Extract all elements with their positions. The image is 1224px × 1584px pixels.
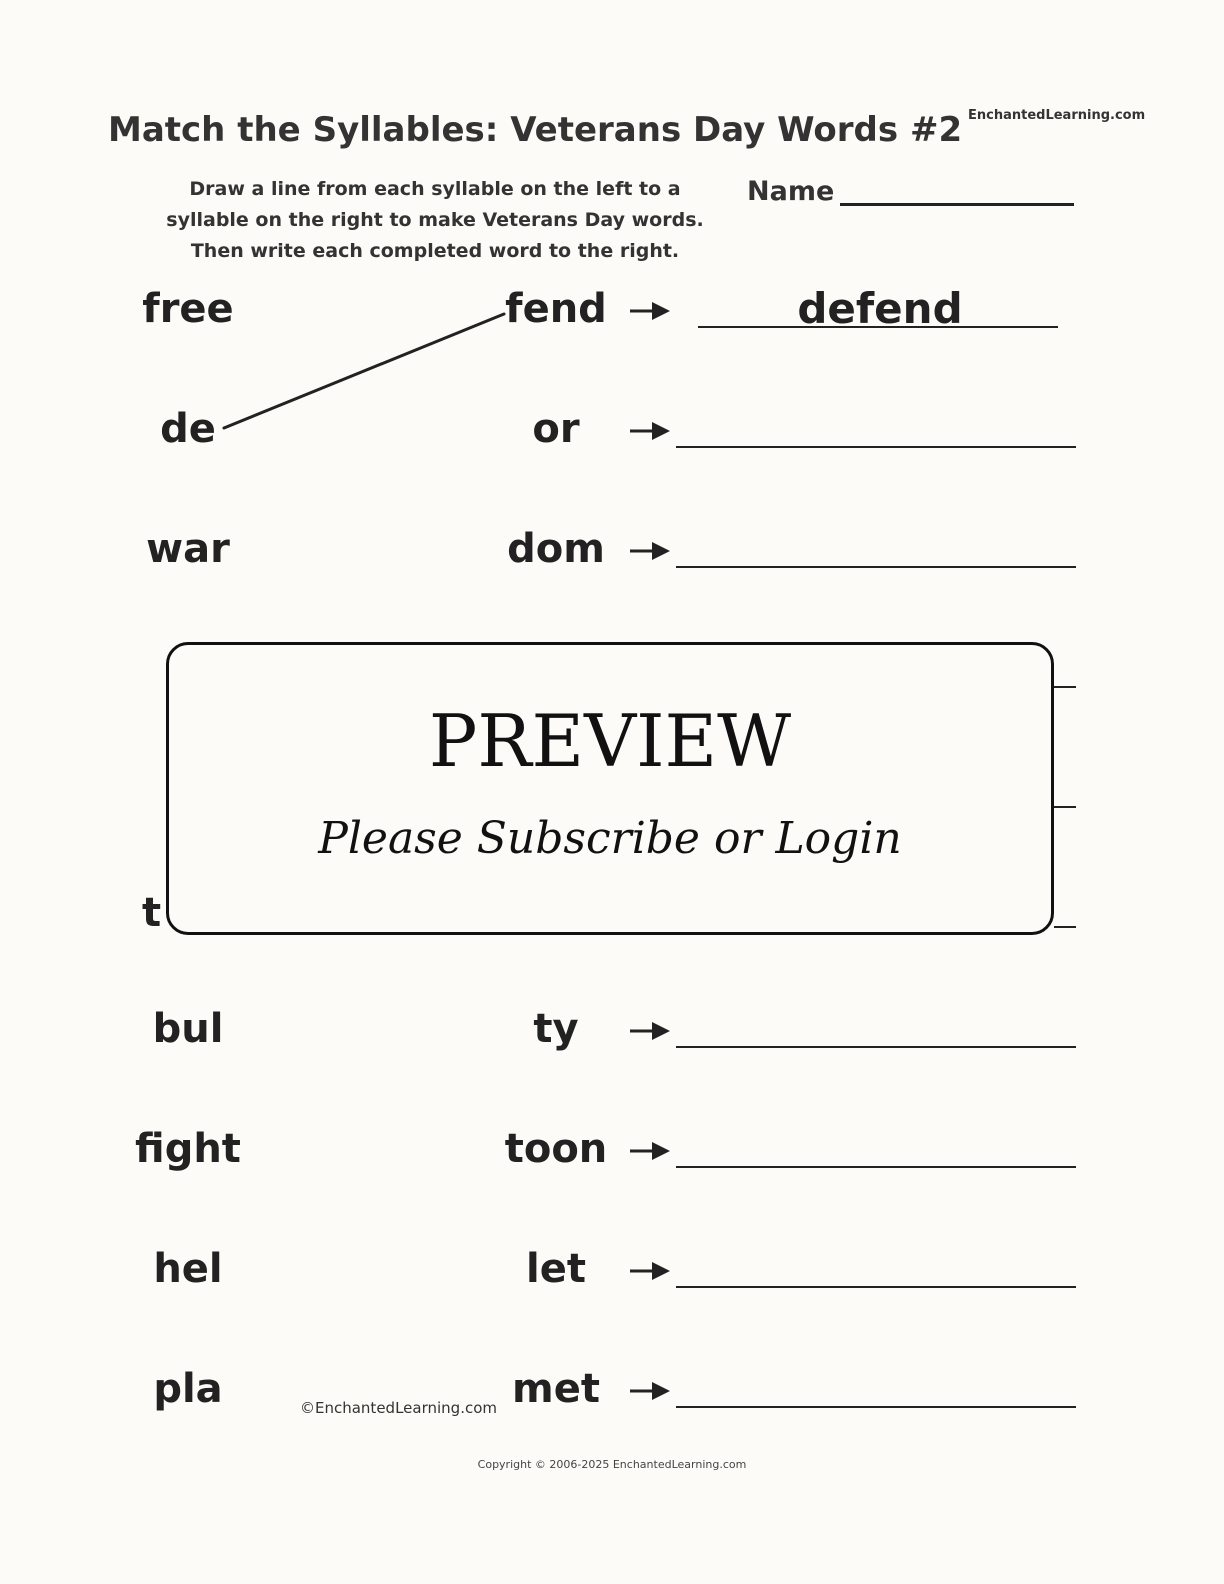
worksheet-watermark: ©EnchantedLearning.com (300, 1399, 497, 1417)
arrow-icon (628, 420, 672, 442)
right-syllable-3: dom (507, 526, 605, 572)
hidden-syllable-fragment: t (142, 890, 162, 936)
arrow-icon (628, 300, 672, 322)
arrow-icon (628, 540, 672, 562)
instructions-line-2: syllable on the right to make Veterans Day words. (166, 209, 704, 231)
arrow-icon (628, 1140, 672, 1162)
answer-line-4[interactable] (676, 1046, 1076, 1048)
left-syllable-1: free (142, 286, 234, 332)
hidden-answer-line-stub (1054, 806, 1076, 808)
answer-line-3[interactable] (676, 566, 1076, 568)
page-title: Match the Syllables: Veterans Day Words #2 (108, 110, 963, 150)
hidden-answer-line-stub (1054, 926, 1076, 928)
right-syllable-1: fend (505, 286, 607, 332)
answer-line-6[interactable] (676, 1286, 1076, 1288)
hidden-answer-line-stub (1054, 686, 1076, 688)
left-syllable-2: de (160, 406, 216, 452)
instructions-line-3: Then write each completed word to the right. (190, 240, 680, 262)
right-syllable-6: let (526, 1246, 586, 1292)
answer-line-7[interactable] (676, 1406, 1076, 1408)
instructions-line-1: Draw a line from each syllable on the left to a (189, 178, 681, 200)
left-syllable-3: war (146, 526, 230, 572)
answer-line-2[interactable] (676, 446, 1076, 448)
answer-line-5[interactable] (676, 1166, 1076, 1168)
copyright-footer: Copyright © 2006-2025 EnchantedLearning.com (477, 1458, 747, 1471)
answer-text-1: defend (797, 284, 963, 333)
right-syllable-2: or (532, 406, 580, 452)
name-label: Name (747, 176, 835, 207)
left-syllable-5: fight (135, 1126, 241, 1172)
preview-title: PREVIEW (428, 699, 792, 783)
site-logo-text: EnchantedLearning.com (968, 108, 1146, 123)
right-syllable-5: toon (504, 1126, 608, 1172)
right-syllable-7: met (512, 1366, 600, 1412)
left-syllable-7: pla (153, 1366, 223, 1412)
arrow-icon (628, 1380, 672, 1402)
left-syllable-6: hel (153, 1246, 223, 1292)
left-syllable-4: bul (152, 1006, 224, 1052)
arrow-icon (628, 1020, 672, 1042)
preview-overlay[interactable] (166, 642, 1054, 935)
subscribe-login-prompt[interactable]: Please Subscribe or Login (318, 813, 902, 864)
arrow-icon (628, 1260, 672, 1282)
right-syllable-4: ty (533, 1006, 579, 1052)
